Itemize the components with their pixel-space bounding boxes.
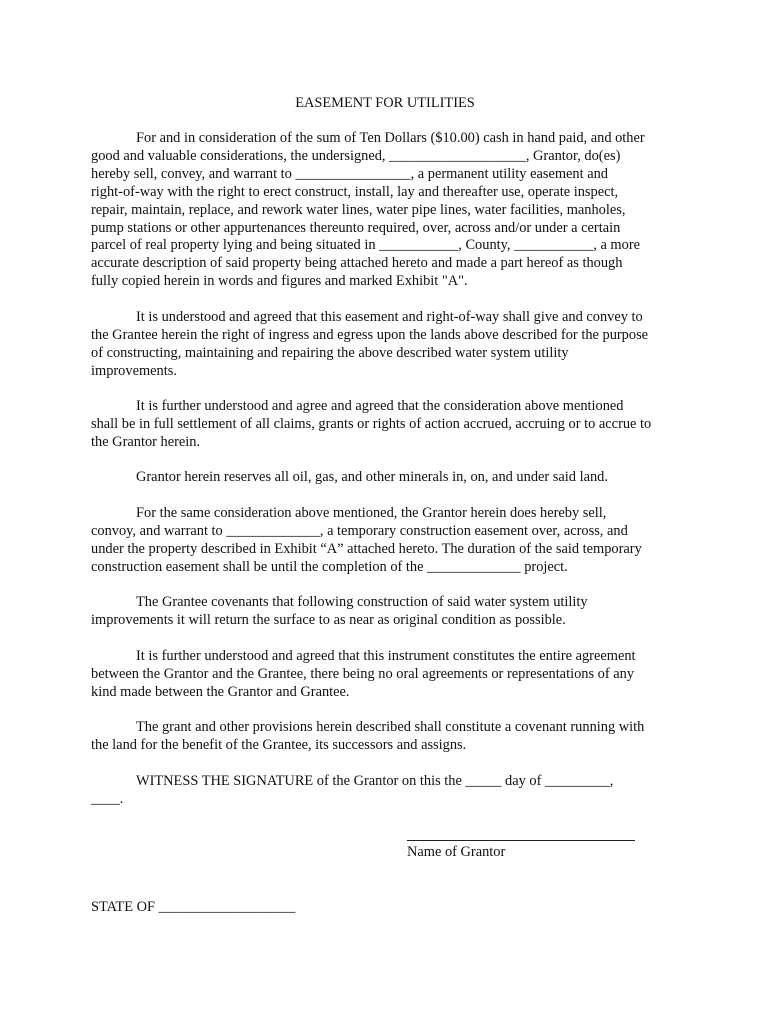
paragraph-line: pump stations or other appurtenances thereunto required, over, across and/or under a certain: [91, 219, 621, 236]
paragraph-line: improvements it will return the surface to as near as original condition as possible.: [91, 611, 566, 628]
paragraph-line: kind made between the Grantor and Grantee.: [91, 683, 350, 700]
paragraph-line: the Grantee herein the right of ingress and egress upon the lands above described for the purpose: [91, 326, 649, 343]
paragraph-line: Grantor herein reserves all oil, gas, and other minerals in, on, and under said land.: [136, 469, 608, 485]
paragraph-line: improvements.: [91, 362, 177, 379]
paragraph-line: parcel of real property lying and being situated in ___________, County, ___________, a more: [91, 237, 640, 254]
state-line: STATE OF ___________________: [91, 899, 296, 915]
paragraph-line: the land for the benefit of the Grantee, its successors and assigns.: [91, 736, 467, 753]
paragraph-covenant-running: [91, 719, 683, 755]
paragraph-temporary-easement: [91, 505, 683, 577]
paragraph-line: the Grantor herein.: [91, 433, 201, 450]
paragraph-witness: [91, 773, 683, 809]
paragraph-line: accurate description of said property being attached hereto and made a part hereof as though: [91, 255, 623, 272]
paragraph-consideration: [91, 130, 683, 291]
paragraph-entire-agreement: [91, 648, 683, 702]
paragraph-line: construction easement shall be until the completion of the _____________ project.: [91, 558, 568, 575]
paragraph-settlement: [91, 398, 683, 452]
paragraph-line: between the Grantor and the Grantee, there being no oral agreements or representations of any: [91, 665, 635, 682]
paragraph-line: For and in consideration of the sum of Ten Dollars ($10.00) cash in hand paid, and other: [136, 130, 645, 146]
paragraph-minerals: [91, 469, 683, 487]
signature-label: Name of Grantor: [407, 844, 506, 860]
paragraph-line: fully copied herein in words and figures and marked Exhibit "A".: [91, 273, 468, 290]
paragraph-line: The Grantee covenants that following construction of said water system utility: [136, 594, 588, 610]
paragraph-line: The grant and other provisions herein described shall constitute a covenant running with: [136, 719, 645, 735]
paragraph-line: It is understood and agreed that this easement and right-of-way shall give and convey to: [136, 309, 643, 325]
document-title: EASEMENT FOR UTILITIES: [295, 95, 475, 111]
paragraph-line: hereby sell, convey, and warrant to ________________, a permanent utility easement and: [91, 165, 608, 182]
paragraph-line: For the same consideration above mentioned, the Grantor herein does hereby sell,: [136, 505, 607, 521]
paragraph-line: WITNESS THE SIGNATURE of the Grantor on this the _____ day of _________,: [136, 773, 614, 789]
paragraph-covenants: [91, 594, 683, 630]
paragraph-line: It is further understood and agree and agreed that the consideration above mentioned: [136, 398, 624, 414]
paragraph-line: under the property described in Exhibit “A” attached hereto. The duration of the said temporary: [91, 540, 642, 557]
paragraph-line: ____.: [91, 790, 124, 807]
paragraph-line: shall be in full settlement of all claims, grants or rights of action accrued, accruing or to accrue to: [91, 415, 652, 432]
paragraph-line: repair, maintain, replace, and rework water lines, water pipe lines, water facilities, manholes,: [91, 201, 626, 218]
paragraph-line: right-of-way with the right to erect construct, install, lay and thereafter use, operate inspect,: [91, 183, 619, 200]
paragraph-line: It is further understood and agreed that this instrument constitutes the entire agreement: [136, 648, 636, 664]
signature-line: [407, 840, 635, 841]
paragraph-ingress-egress: [91, 309, 683, 381]
paragraph-line: convoy, and warrant to _____________, a temporary construction easement over, across, and: [91, 522, 628, 539]
paragraph-line: good and valuable considerations, the undersigned, ___________________, Grantor, do(es): [91, 147, 621, 164]
paragraph-line: of constructing, maintaining and repairing the above described water system utility: [91, 344, 569, 361]
